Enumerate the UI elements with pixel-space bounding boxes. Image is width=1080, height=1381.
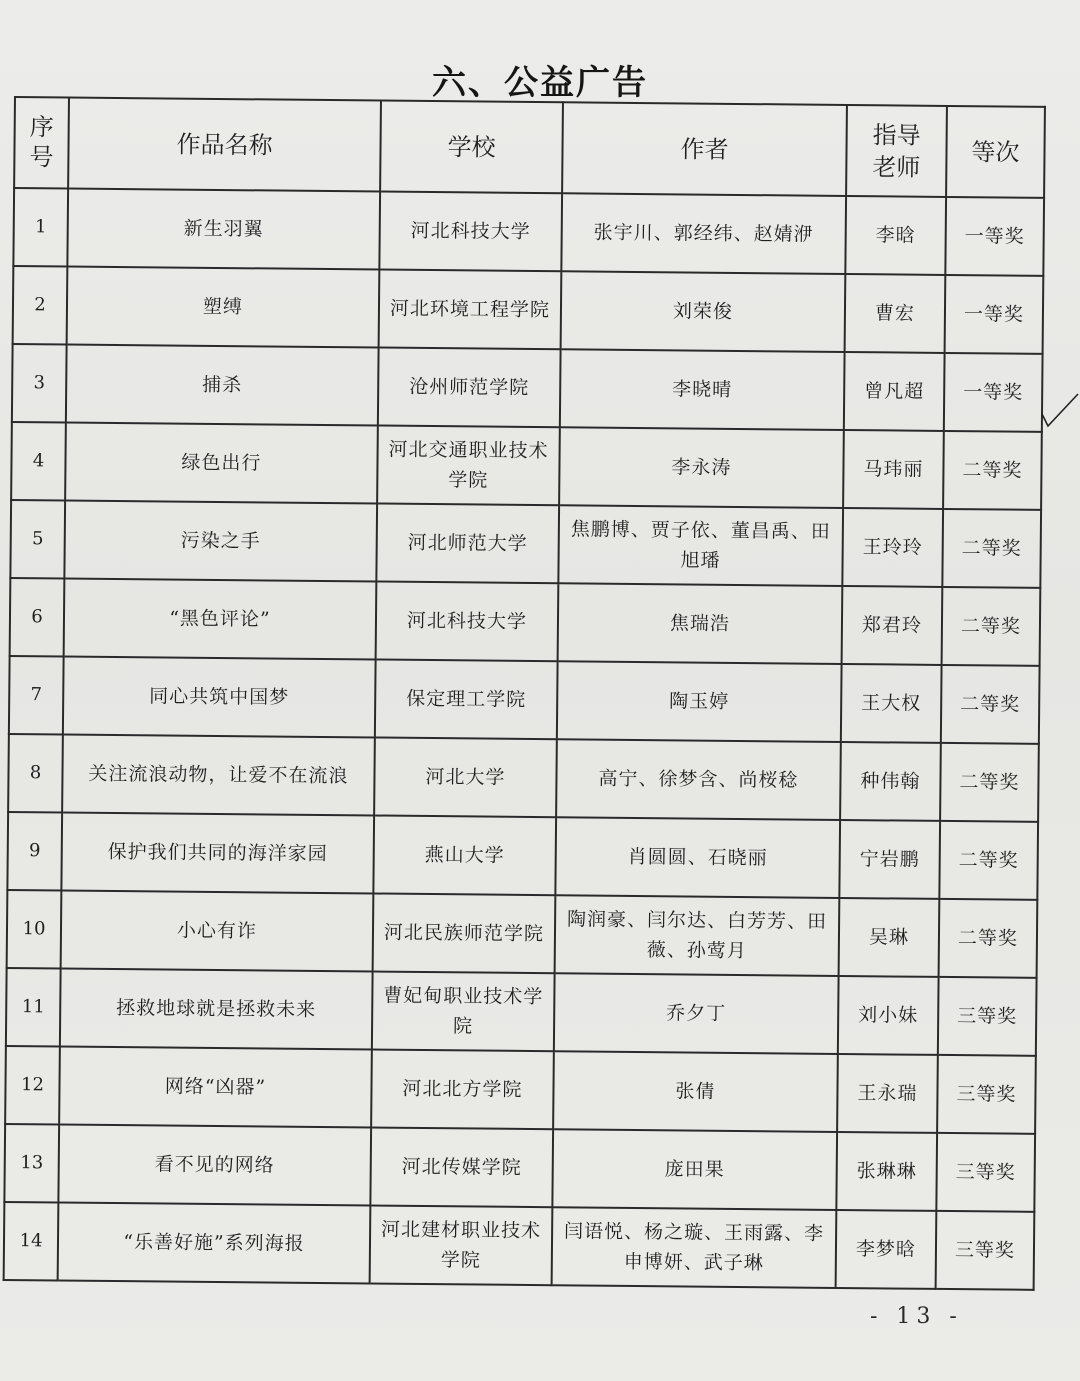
cell-author: 肖圆圆、石晓丽 xyxy=(555,817,840,898)
cell-author: 焦鹏博、贾子依、董昌禹、田旭璠 xyxy=(558,505,843,586)
cell-school: 沧州师范学院 xyxy=(378,348,561,428)
cell-work: 拯救地球就是拯救未来 xyxy=(60,968,373,1049)
cell-author: 刘荣俊 xyxy=(561,271,846,352)
cell-work: 网络“凶器” xyxy=(59,1046,372,1127)
cell-num: 9 xyxy=(7,812,62,891)
cell-school: 保定理工学院 xyxy=(375,659,558,739)
cell-num: 7 xyxy=(9,656,64,735)
header-advisor: 指导老师 xyxy=(846,105,947,197)
header-num: 序号 xyxy=(14,97,69,189)
header-school: 学校 xyxy=(380,101,563,194)
cell-author: 庞田果 xyxy=(552,1129,837,1210)
header-row xyxy=(14,97,1045,198)
cell-rank: 三等奖 xyxy=(936,1211,1035,1290)
cell-school: 河北师范大学 xyxy=(376,504,559,584)
cell-rank: 二等奖 xyxy=(942,587,1041,666)
cell-school: 河北环境工程学院 xyxy=(379,270,562,350)
cell-author: 李永涛 xyxy=(559,427,844,508)
cell-num: 3 xyxy=(12,344,67,423)
cell-author: 李晓晴 xyxy=(560,349,845,430)
cell-author: 闫语悦、杨之璇、王雨露、李申博妍、武子琳 xyxy=(552,1207,837,1288)
cell-advisor: 马玮丽 xyxy=(843,430,944,509)
cell-work: 关注流浪动物，让爱不在流浪 xyxy=(62,734,375,815)
table-row xyxy=(9,656,1040,744)
cell-advisor: 宁岩鹏 xyxy=(839,820,940,899)
table-row xyxy=(11,422,1042,510)
cell-advisor: 曾凡超 xyxy=(844,352,945,431)
cell-school: 河北建材职业技术学院 xyxy=(370,1205,553,1285)
cell-advisor: 种伟翰 xyxy=(840,742,941,821)
cell-work: 看不见的网络 xyxy=(58,1124,371,1205)
cell-advisor: 王玲玲 xyxy=(842,508,943,587)
cell-advisor: 王永瑞 xyxy=(837,1054,938,1133)
cell-work: 塑缚 xyxy=(67,267,380,348)
table-row xyxy=(4,1202,1035,1290)
cell-advisor: 李梦晗 xyxy=(836,1210,937,1289)
cell-num: 6 xyxy=(10,578,65,657)
cell-school: 河北科技大学 xyxy=(379,192,562,272)
cell-rank: 三等奖 xyxy=(937,1055,1036,1134)
cell-rank: 二等奖 xyxy=(939,899,1038,978)
cell-work: “乐善好施”系列海报 xyxy=(58,1202,371,1283)
cell-advisor: 李晗 xyxy=(845,196,946,275)
table-header xyxy=(14,97,1045,198)
cell-advisor: 曹宏 xyxy=(845,274,946,353)
cell-num: 14 xyxy=(4,1202,59,1281)
pen-check-mark-icon xyxy=(1040,392,1080,432)
cell-work: 新生羽翼 xyxy=(67,189,380,270)
cell-rank: 三等奖 xyxy=(938,977,1037,1056)
cell-school: 河北传媒学院 xyxy=(370,1127,553,1207)
cell-num: 10 xyxy=(7,890,62,969)
cell-school: 河北北方学院 xyxy=(371,1049,554,1129)
cell-rank: 一等奖 xyxy=(945,197,1044,276)
section-title: 六、公益广告 xyxy=(432,63,648,103)
table-row xyxy=(8,734,1039,822)
cell-rank: 二等奖 xyxy=(943,431,1042,510)
cell-author: 乔夕丁 xyxy=(554,973,839,1054)
awards-table xyxy=(3,96,1046,1291)
cell-author: 张倩 xyxy=(553,1051,838,1132)
cell-work: 捕杀 xyxy=(66,345,379,426)
cell-author: 张宇川、郭经纬、赵婧洢 xyxy=(561,193,846,274)
table-row xyxy=(7,890,1038,978)
cell-school: 燕山大学 xyxy=(373,815,556,895)
cell-work: 同心共筑中国梦 xyxy=(63,657,376,738)
header-rank: 等次 xyxy=(946,106,1045,198)
table-row xyxy=(13,188,1044,276)
cell-author: 陶玉婷 xyxy=(557,661,842,742)
page-number: - 13 - xyxy=(870,1304,963,1329)
cell-work: 污染之手 xyxy=(64,501,377,582)
cell-num: 1 xyxy=(13,188,68,267)
cell-advisor: 张琳琳 xyxy=(836,1132,937,1211)
cell-work: 保护我们共同的海洋家园 xyxy=(61,812,374,893)
cell-advisor: 吴琳 xyxy=(839,898,940,977)
header-author: 作者 xyxy=(562,102,847,196)
cell-advisor: 郑君玲 xyxy=(842,586,943,665)
cell-rank: 二等奖 xyxy=(942,509,1041,588)
cell-num: 2 xyxy=(13,266,68,345)
cell-num: 5 xyxy=(10,500,65,579)
table-row xyxy=(5,1046,1036,1134)
cell-advisor: 刘小妹 xyxy=(838,976,939,1055)
cell-num: 12 xyxy=(5,1046,60,1125)
header-work: 作品名称 xyxy=(68,98,381,192)
cell-author: 陶润豪、闫尔达、白芳芳、田薇、孙莺月 xyxy=(555,895,840,976)
cell-rank: 一等奖 xyxy=(945,275,1044,354)
cell-author: 高宁、徐梦含、尚桜稔 xyxy=(556,739,841,820)
cell-advisor: 王大权 xyxy=(841,664,942,743)
cell-school: 曹妃甸职业技术学院 xyxy=(372,971,555,1051)
cell-work: 绿色出行 xyxy=(65,423,378,504)
cell-work: 小心有诈 xyxy=(61,890,374,971)
cell-rank: 一等奖 xyxy=(944,353,1043,432)
cell-work: “黑色评论” xyxy=(64,579,377,660)
cell-rank: 二等奖 xyxy=(941,665,1040,744)
cell-num: 8 xyxy=(8,734,63,813)
cell-rank: 二等奖 xyxy=(940,743,1039,822)
cell-num: 11 xyxy=(6,968,61,1047)
cell-num: 13 xyxy=(4,1124,59,1203)
table-body xyxy=(4,188,1044,1290)
table-row xyxy=(10,500,1041,588)
cell-rank: 三等奖 xyxy=(936,1133,1035,1212)
cell-author: 焦瑞浩 xyxy=(558,583,843,664)
table-row xyxy=(13,266,1044,354)
cell-school: 河北民族师范学院 xyxy=(373,893,556,973)
table-row xyxy=(12,344,1043,432)
table-row xyxy=(7,812,1038,900)
cell-rank: 二等奖 xyxy=(939,821,1038,900)
cell-num: 4 xyxy=(11,422,66,501)
cell-school: 河北科技大学 xyxy=(376,582,559,662)
cell-school: 河北交通职业技术学院 xyxy=(377,426,560,506)
table-row xyxy=(4,1124,1035,1212)
cell-school: 河北大学 xyxy=(374,737,557,817)
table-row xyxy=(6,968,1037,1056)
table-row xyxy=(10,578,1041,666)
